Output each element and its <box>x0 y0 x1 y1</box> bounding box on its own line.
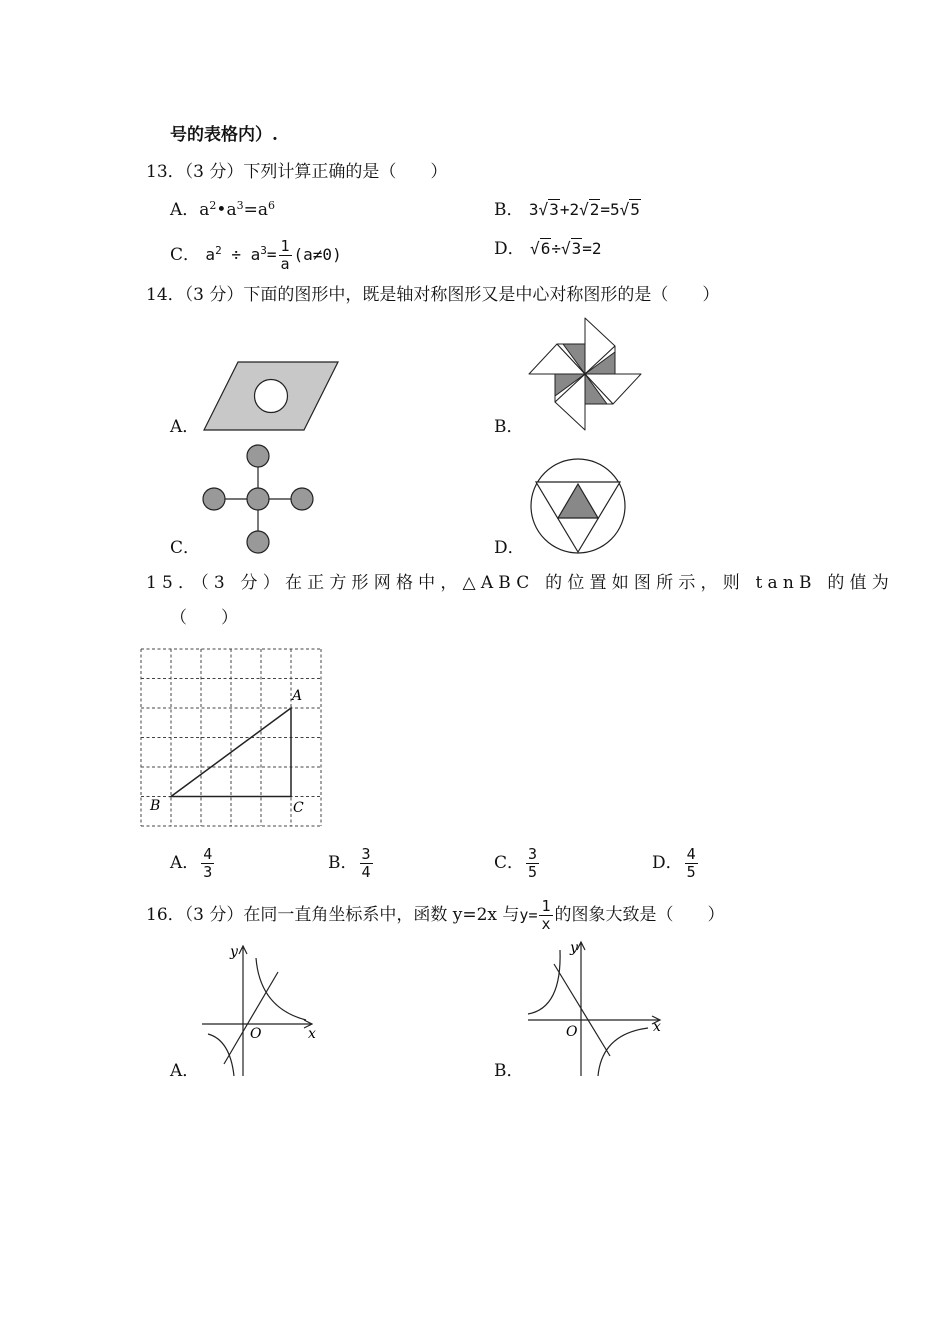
q13-option-c[interactable]: C． $a^2 \div a^3=$ $\frac{1}{a}$ (a≠0) <box>170 237 342 273</box>
q14-figure-pinwheel <box>526 316 644 434</box>
header-tail: 号的表格内）. <box>170 125 278 145</box>
q14-stem: 14．（3 分）下面的图形中，既是轴对称图形又是中心对称图形的是（ ） <box>146 285 720 305</box>
q14-figure-parallelogram <box>200 358 342 433</box>
q16-label-a[interactable]: A． <box>170 1061 200 1081</box>
q14-figure-cross-circles <box>200 444 316 556</box>
q15-grid-figure <box>140 648 322 828</box>
q14-label-c[interactable]: C． <box>170 538 201 558</box>
q13-option-b[interactable]: B． 3√3+2√2=5√5 <box>494 200 640 220</box>
point-a-label: A <box>292 688 303 704</box>
q13-option-a[interactable]: A．$a^2•a^3=a^6$ <box>170 199 275 220</box>
q15-option-b[interactable]: B． $\frac{3}{4}$ <box>328 845 371 881</box>
q16-a-y-label: y <box>230 944 238 960</box>
q16-a-x-label: x <box>308 1026 316 1042</box>
q16-b-y-label: y <box>570 940 578 956</box>
q14-label-a[interactable]: A． <box>170 417 200 437</box>
q15-stem: 15．（3 分）在正方形网格中，△ABC 的位置如图所示，则 tanB 的值为 <box>146 573 894 593</box>
q15-option-a[interactable]: A． $\frac{4}{3}$ <box>170 845 213 881</box>
point-b-label: B <box>150 798 161 814</box>
q16-b-origin-label: O <box>566 1024 578 1040</box>
q16-label-b[interactable]: B． <box>494 1061 524 1081</box>
q16-b-x-label: x <box>653 1019 661 1035</box>
q13-stem: 13．（3 分）下列计算正确的是（ ） <box>146 162 448 182</box>
q16-graph-b <box>526 934 666 1078</box>
q16-stem: 16．（3 分）在同一直角坐标系中，函数 y=2x 与y= $\frac{1}{x}$ 的图象大致是（ ） <box>146 897 725 933</box>
q13-option-d[interactable]: D． √6÷√3=2 <box>494 239 602 259</box>
q16-a-origin-label: O <box>250 1026 262 1042</box>
q15-option-d[interactable]: D． $\frac{4}{5}$ <box>652 845 696 881</box>
q14-figure-circle-triangles <box>526 456 630 560</box>
q13-c-fraction: $\frac{1}{a}$ <box>280 237 290 273</box>
q15-paren: （ ） <box>170 608 238 628</box>
q16-graph-a <box>200 938 325 1078</box>
point-c-label: C <box>293 800 304 816</box>
q15-option-c[interactable]: C． $\frac{3}{5}$ <box>494 845 538 881</box>
q14-label-d[interactable]: D． <box>494 538 525 558</box>
q14-label-b[interactable]: B． <box>494 417 524 437</box>
